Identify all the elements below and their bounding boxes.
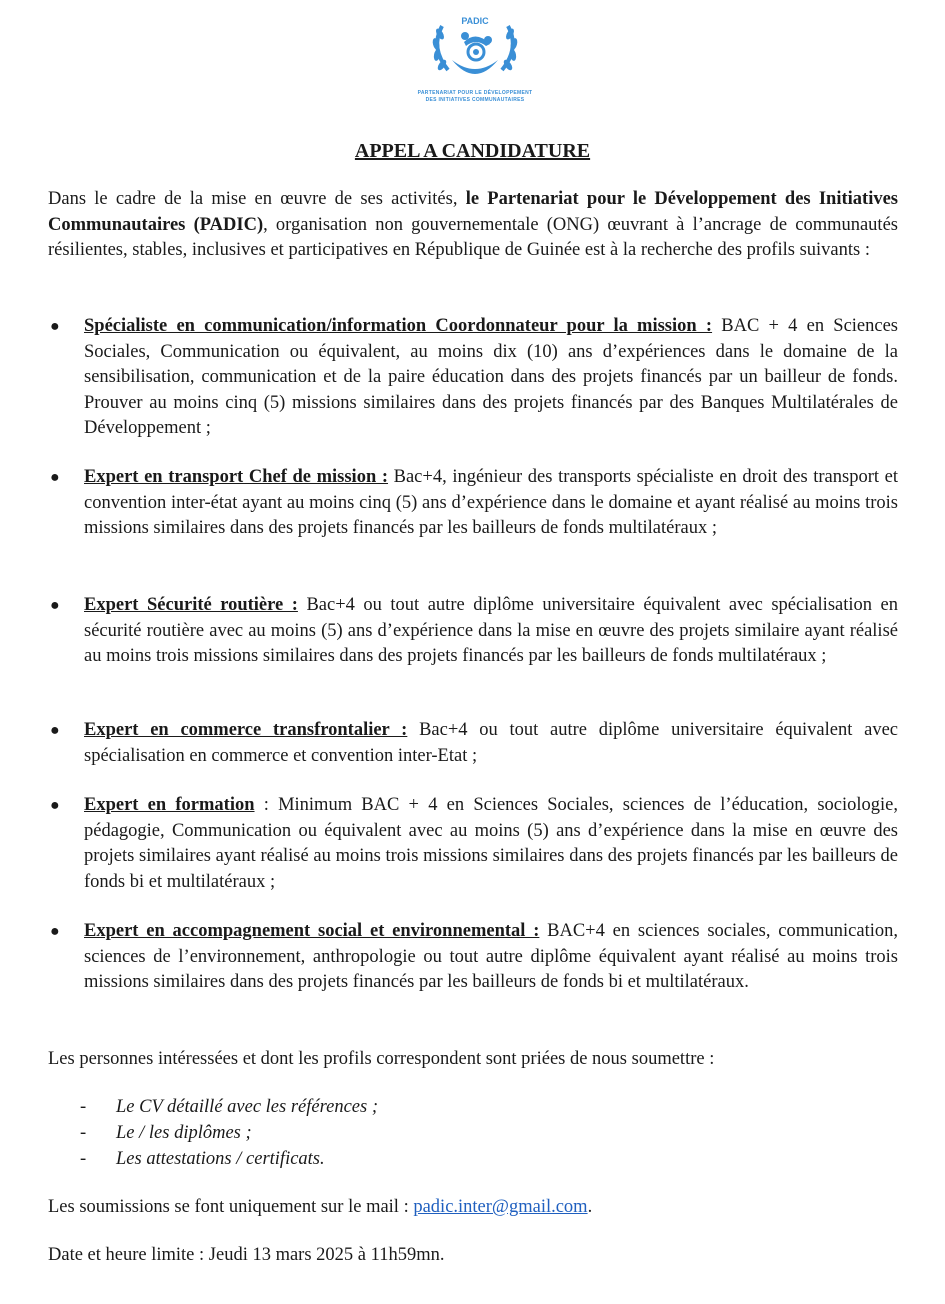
profile-title: Spécialiste en communication/information Coordonnateur pour la mission : <box>84 316 713 336</box>
requirement-item: - Les attestations / certificats. <box>80 1146 378 1172</box>
intro-org-name: le Partenariat pour le Développement des Initiatives Communautaires (PADIC) <box>48 189 899 235</box>
submission-line: Les soumissions se font uniquement sur le mail : padic.inter@gmail.com. <box>48 1197 593 1217</box>
profile-title: Expert Sécurité routière : <box>84 595 298 615</box>
intro-after: , organisation non gouvernementale (ONG) œuvrant à l’ancrage de communautés résilientes, stables, inclusives et participatives en République de Guinée est à la recherche des profils suivants : <box>48 214 898 260</box>
profile-item <box>50 314 898 442</box>
svg-text:PADIC: PADIC <box>461 16 489 26</box>
submission-text: Les soumissions se font uniquement sur le mail : <box>48 1197 414 1217</box>
requirements-list <box>80 1094 378 1172</box>
profile-text: Bac+4 ou tout autre diplôme universitaire équivalent avec spécialisation en sécurité routière avec au moins (5) ans d’expérience dans la mise en œuvre des projets similaire ayant réalisé au moins trois missions similaires dans des projets financés par les bailleurs de fonds multilatéraux ; <box>84 595 898 666</box>
bullet-icon: ● <box>50 469 60 486</box>
bullet-icon: ● <box>50 722 60 739</box>
profile-text: BAC+4 en sciences sociales, communication, sciences de l’environnement, anthropologie ou tout autre diplôme équivalent ayant réalisé au moins trois missions similaires dans des projets financés par les bailleurs de fonds bi et multilatéraux. <box>84 921 898 992</box>
profile-title: Expert en accompagnement social et environnemental : <box>84 921 540 941</box>
profile-text: Bac+4, ingénieur des transports spécialiste en droit des transport et convention inter-état ayant au moins cinq (5) ans d’expérience dans le domaine et ayant réalisé au moins trois missions similaires dans des projets financés par les bailleurs de fonds multilatéraux ; <box>84 467 898 538</box>
bullet-icon: ● <box>50 923 60 940</box>
padic-logo <box>400 8 550 118</box>
profile-item <box>50 593 898 670</box>
intro-before: Dans le cadre de la mise en œuvre de ses activités, <box>48 189 466 209</box>
bullet-icon: ● <box>50 597 60 614</box>
bullet-icon: ● <box>50 318 60 335</box>
profile-item <box>50 465 898 542</box>
dash-bullet-icon: - <box>80 1097 87 1117</box>
bullet-icon: ● <box>50 797 60 814</box>
profile-text: : Minimum BAC + 4 en Sciences Sociales, sciences de l’éducation, sociologie, pédagogie, Communication ou équivalent avec au moins (5) ans d’expérience dans la mise en œuvre des projets similaires ayant réalisé au moins trois missions similaires dans des projets financés par les bailleurs de fonds bi et multilatéraux ; <box>84 795 898 892</box>
dash-bullet-icon: - <box>80 1123 87 1143</box>
page-title: APPEL A CANDIDATURE <box>354 140 591 162</box>
logo-caption-line1: PARTENARIAT POUR LE DÉVELOPPEMENT <box>417 90 533 96</box>
profile-item <box>50 718 898 769</box>
intro-paragraph <box>48 187 898 264</box>
profile-title: Expert en formation <box>84 795 255 815</box>
profile-item <box>50 793 898 895</box>
logo-caption-line2: DES INITIATIVES COMMUNAUTAIRES <box>425 97 525 103</box>
requirement-item: - Le / les diplômes ; <box>80 1120 378 1146</box>
deadline-text: Date et heure limite : Jeudi 13 mars 2025 à 11h59mn. <box>48 1245 445 1265</box>
profile-title: Expert en transport Chef de mission : <box>84 467 389 487</box>
profile-title: Expert en commerce transfrontalier : <box>84 720 408 740</box>
dash-bullet-icon: - <box>80 1149 87 1169</box>
requirements-intro: Les personnes intéressées et dont les profils correspondent sont priées de nous soumettre : <box>48 1049 715 1069</box>
profile-text: Bac+4 ou tout autre diplôme universitaire équivalent avec spécialisation en commerce et convention inter-Etat ; <box>84 720 898 766</box>
padic-emblem-icon <box>420 8 530 88</box>
profile-item <box>50 919 898 996</box>
profile-text: BAC + 4 en Sciences Sociales, Communication ou équivalent, au moins dix (10) ans d’expériences dans le domaine de la sensibilisation, communication et de la paire éducation dans des projets financés par un bailleur de fonds. Prouver au moins cinq (5) missions similaires dans des projets financés par des Banques Multilatérales de Développement ; <box>84 316 899 438</box>
email-link[interactable]: padic.inter@gmail.com <box>413 1197 588 1217</box>
requirement-item: - Le CV détaillé avec les références ; <box>80 1094 378 1120</box>
